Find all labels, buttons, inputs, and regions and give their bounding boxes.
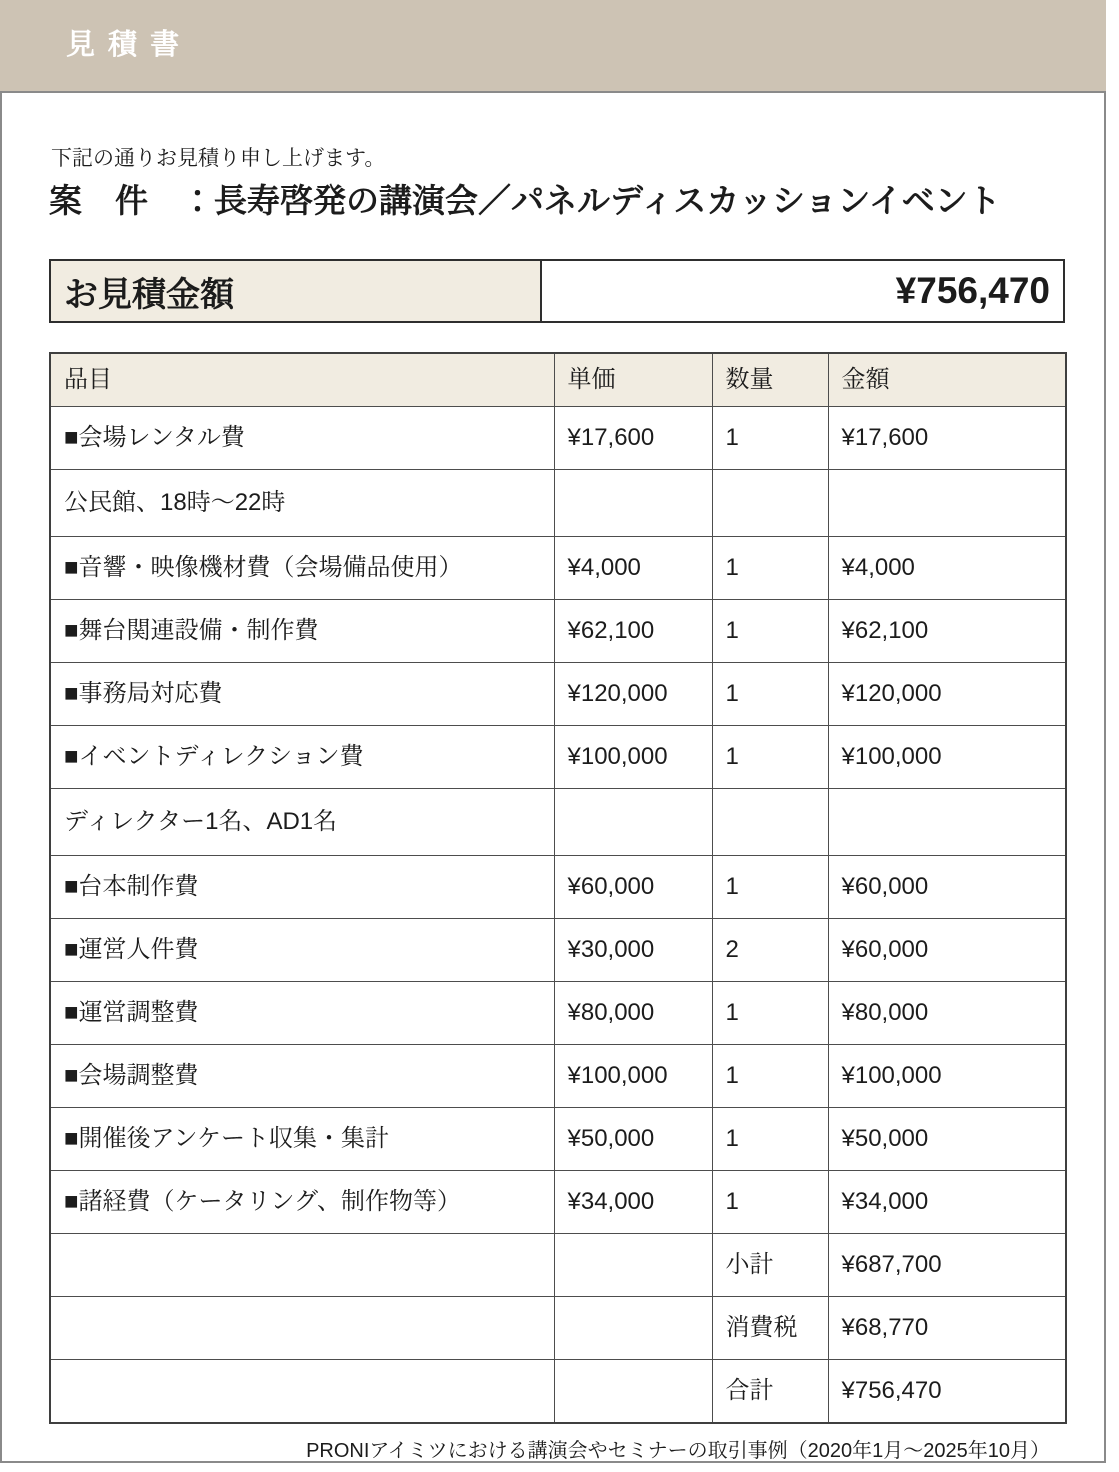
quantity-cell: 1 [712, 600, 828, 663]
quantity-cell: 1 [712, 726, 828, 789]
document-sheet [0, 91, 1106, 1463]
quantity-cell: 1 [712, 663, 828, 726]
item-cell: ■開催後アンケート収集・集計 [50, 1108, 554, 1171]
amount-cell: ¥60,000 [828, 919, 1066, 982]
table-row [50, 982, 1066, 1045]
amount-cell: ¥34,000 [828, 1171, 1066, 1234]
amount-cell: ¥60,000 [828, 856, 1066, 919]
quantity-cell [712, 470, 828, 537]
item-cell: ■運営調整費 [50, 982, 554, 1045]
unit-price-cell: ¥17,600 [554, 407, 712, 470]
item-cell: ■事務局対応費 [50, 663, 554, 726]
document-title: 見積書 [66, 29, 193, 61]
subtotal-row [50, 1234, 1066, 1297]
grand-total-amount-cell: ¥756,470 [828, 1360, 1066, 1424]
quantity-cell: 1 [712, 1045, 828, 1108]
amount-cell: ¥4,000 [828, 537, 1066, 600]
unit-price-cell: ¥60,000 [554, 856, 712, 919]
unit-price-cell: ¥100,000 [554, 1045, 712, 1108]
amount-cell: ¥50,000 [828, 1108, 1066, 1171]
unit-price-cell [554, 1234, 712, 1297]
table-row [50, 1171, 1066, 1234]
item-cell: ■運営人件費 [50, 919, 554, 982]
greeting-text: 下記の通りお見積り申し上げます。 [51, 147, 386, 170]
unit-price-cell: ¥50,000 [554, 1108, 712, 1171]
amount-cell: ¥100,000 [828, 726, 1066, 789]
table-row [50, 407, 1066, 470]
unit-price-cell [554, 1297, 712, 1360]
unit-price-cell: ¥62,100 [554, 600, 712, 663]
table-note-row [50, 789, 1066, 856]
amount-cell [828, 470, 1066, 537]
quantity-cell: 1 [712, 856, 828, 919]
item-cell: ■諸経費（ケータリング、制作物等） [50, 1171, 554, 1234]
table-row [50, 856, 1066, 919]
unit-price-cell: ¥30,000 [554, 919, 712, 982]
unit-price-cell: ¥120,000 [554, 663, 712, 726]
unit-price-cell [554, 470, 712, 537]
source-note: PRONIアイミツにおける講演会やセミナーの取引事例（2020年1月～2025年10月） [306, 1440, 1050, 1462]
table-row [50, 600, 1066, 663]
unit-price-column-header: 単価 [554, 353, 712, 407]
item-cell [50, 1234, 554, 1297]
table-header-row [50, 353, 1066, 407]
table-row [50, 1045, 1066, 1108]
table-row [50, 919, 1066, 982]
line-items-table [49, 352, 1067, 1424]
item-note-cell: 公民館、18時～22時 [50, 470, 554, 537]
table-note-row [50, 470, 1066, 537]
item-note-cell: ディレクター1名、AD1名 [50, 789, 554, 856]
amount-cell [828, 789, 1066, 856]
item-column-header: 品目 [50, 353, 554, 407]
grand-total-row [50, 1360, 1066, 1424]
unit-price-cell [554, 1360, 712, 1424]
item-cell: ■台本制作費 [50, 856, 554, 919]
item-cell: ■会場調整費 [50, 1045, 554, 1108]
quantity-cell: 1 [712, 537, 828, 600]
item-cell: ■会場レンタル費 [50, 407, 554, 470]
estimate-total-label: お見積金額 [51, 261, 542, 321]
project-subject: 案 件 ：長寿啓発の講演会／パネルディスカッションイベント [49, 182, 1001, 219]
unit-price-cell: ¥100,000 [554, 726, 712, 789]
amount-cell: ¥62,100 [828, 600, 1066, 663]
document-title-bar [0, 0, 1106, 91]
quantity-column-header: 数量 [712, 353, 828, 407]
estimate-total-box [49, 259, 1065, 323]
item-cell: ■舞台関連設備・制作費 [50, 600, 554, 663]
item-cell: ■イベントディレクション費 [50, 726, 554, 789]
tax-amount-cell: ¥68,770 [828, 1297, 1066, 1360]
amount-cell: ¥17,600 [828, 407, 1066, 470]
table-row [50, 663, 1066, 726]
item-cell: ■音響・映像機材費（会場備品使用） [50, 537, 554, 600]
amount-cell: ¥100,000 [828, 1045, 1066, 1108]
subtotal-label-cell: 小計 [712, 1234, 828, 1297]
table-row [50, 1108, 1066, 1171]
amount-column-header: 金額 [828, 353, 1066, 407]
amount-cell: ¥120,000 [828, 663, 1066, 726]
table-row [50, 537, 1066, 600]
item-cell [50, 1297, 554, 1360]
tax-label-cell: 消費税 [712, 1297, 828, 1360]
table-row [50, 726, 1066, 789]
item-cell [50, 1360, 554, 1424]
grand-total-label-cell: 合計 [712, 1360, 828, 1424]
tax-row [50, 1297, 1066, 1360]
quantity-cell: 1 [712, 982, 828, 1045]
quantity-cell: 1 [712, 407, 828, 470]
subtotal-amount-cell: ¥687,700 [828, 1234, 1066, 1297]
unit-price-cell: ¥80,000 [554, 982, 712, 1045]
unit-price-cell: ¥34,000 [554, 1171, 712, 1234]
quantity-cell: 1 [712, 1171, 828, 1234]
amount-cell: ¥80,000 [828, 982, 1066, 1045]
quantity-cell [712, 789, 828, 856]
estimate-total-amount: ¥756,470 [542, 261, 1063, 321]
unit-price-cell: ¥4,000 [554, 537, 712, 600]
quantity-cell: 1 [712, 1108, 828, 1171]
quantity-cell: 2 [712, 919, 828, 982]
unit-price-cell [554, 789, 712, 856]
